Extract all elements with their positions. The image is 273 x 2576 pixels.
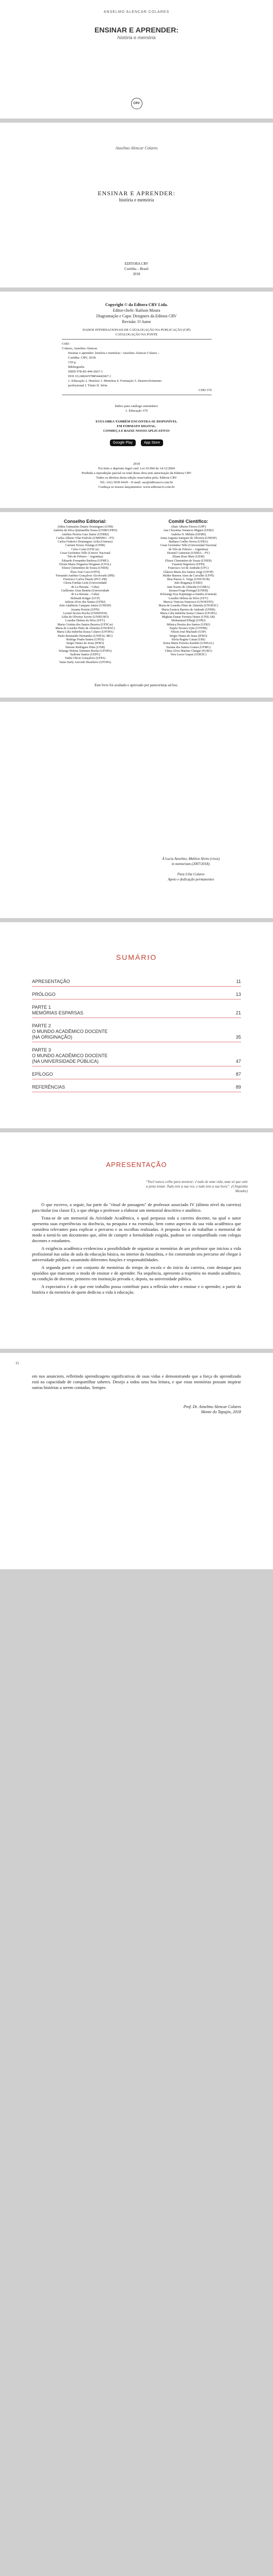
toc-entry-page: 87 [235, 1072, 241, 1077]
editorial-member: Antônio Pereira Gaio Júnior (UFRRJ) [61, 533, 109, 536]
catalog-record: C683 Colares, Anselmo Alencar. Ensinar e aprender: história e memória / Anselmo Alencar Colares – Curitiba: CRV, 2018. 150 p. Bibliografia ISBN 978-85-444-2667-1 DOI 10.24824/978854442667.1 1. Educação 2. História 3. Memória 4. Formação 5. Desenvolvimento profissional I. Título II. Série CDD 370 [62, 339, 212, 395]
editorial-member: Guillermo Arias Beatón (Universidade [61, 589, 109, 593]
dedication-text: À Lucia Anselmo, Mahlon Alvim (vivos) in memoriam (2007/2018). Para Lilia Colares Apoio e dedicação permanentes [162, 857, 220, 882]
scientific-member: Diosnel Centurion (UNIDA – PY) [167, 552, 210, 555]
toc-entry[interactable] [32, 1072, 241, 1077]
scientific-committee: Comitê Científico: Altair Alberto Fávero (UPF) Ana Chrystina Venancio Mignot (UERJ) Andréia N. Militão (UEMS) Anna Augusta Sampaio de Oliveira (UNESP) Barbara Coelho Neves (UFBA) Cesar Gerónimo Tello (Universidad Nacional de Três de Febrero – Argentina) Diosnel Centurion (UNIDA – PY) Eliane Rose Maio (UEM) Elizeu Clementino de Souza (UNEB) Fauston Negreiros (UFPI) Francisco Ari de Andrade (UFC) Gláucia Maria dos Santos Jorge (UFOP) Helder Buenos Aires de Carvalho (UFPI) Ilma Passos A. Veiga (UNICEUB) Inês Bragança (UERJ) Jane Soares de Almeida (ULBRA) Jussara Fraga Portugal (UNEB) Kilwangy Kya Kapitango-a-Samba (Unemat) Lourdes Helena da Silva (UFV) Marcos Vinicius Francisco (UNOESTE) Maria de Lourdes Pinto de Almeida (UNOESC) Maria Eurácia Barreto de Andrade (UFRB) Maria Lília Imbiriba Sousa Colares (UFOPA) Míghian Danae Ferreira Nunes (UNILAB) Mohammed Elhajji (UFRJ) Mônica Pereira dos Santos (UFRJ) Najela Tavares Ujiie (UTFPR) Nilson José Machado (USP) Sérgio Nunes de Jesus (IFRO) Silvia Regina Canan (URI) Sonia Maria Ferreira Koehler (UNISAL) Suzana dos Santos Gomes (UFMG) Vânia Alves Martins Chaigar (FURG) Vera Lucia Gaspar (UDESC) [139, 519, 237, 657]
author-name: Anselmo Alencar Colares [115, 146, 158, 150]
board-page [0, 512, 273, 698]
scientific-member: Andréia N. Militão (UEMS) [171, 533, 206, 536]
scientific-member: Fauston Negreiros (UFPI) [172, 563, 205, 566]
catalog-heading: DADOS INTERNACIONAIS DE CATALOGAÇÃO NA PUBLICAÇÃO (CIP) CATALOGAÇÃO NA FONTE [83, 328, 190, 336]
toc-entry-page: 35 [235, 1035, 241, 1040]
scientific-member: Altair Alberto Fávero (UPF) [170, 526, 206, 529]
editorial-member: Paulo Romualdo Hernandes (UNIFAL-MG) [57, 634, 113, 638]
publisher-logo: CRV [0, 98, 273, 109]
editorial-member: Francisco Carlos Duarte (PUC-PR) [63, 578, 107, 582]
editorial-member: Elizeu Clementino de Souza (UNEB) [62, 567, 108, 570]
copyright-page [0, 292, 273, 508]
toc-heading: SUMÁRIO [116, 953, 157, 961]
editorial-member: João Adalberto Campato Junior (UNESP) [59, 604, 111, 608]
editorial-member: Élsio José Corá (UFFS) [70, 570, 100, 574]
scientific-member: Barbara Coelho Neves (UFBA) [169, 540, 208, 544]
toc-entry-label: PARTE 3 O MUNDO ACADÊMICO DOCENTE (NA UNIVERSIDADE PÚBLICA) [32, 1047, 108, 1064]
peer-review-note: Este livro foi avaliado e aprovado por pareceristas ad hoc. [94, 683, 179, 687]
editorial-member: Gloria Fariñas León (Universidade [63, 582, 107, 585]
google-play-button[interactable]: Google Play [110, 439, 136, 446]
cover-title: ENSINAR E APRENDER: [94, 26, 179, 34]
dedication-page [0, 702, 273, 918]
app-store-buttons [0, 437, 273, 446]
toc-entry[interactable] [32, 992, 241, 997]
scientific-member: Maria Lília Imbiriba Sousa Colares (UFOPA) [160, 612, 217, 615]
toc-divider [32, 986, 241, 987]
scientific-member: Francisco Ari de Andrade (UFC) [168, 567, 209, 570]
editorial-member: Tadeu Oliver Gonçalves (UFPA) [65, 657, 106, 660]
scientific-member: Gláucia Maria dos Santos Jorge (UFOP) [163, 570, 214, 574]
scientific-member: Helder Buenos Aires de Carvalho (UFPI) [163, 574, 214, 578]
editorial-member: Lourdes Helena da Silva (UFV) [65, 619, 105, 623]
scientific-member: Vera Lucia Gaspar (UDESC) [170, 653, 206, 657]
editorial-member: Helmuth Krüger (UCP) [70, 597, 100, 600]
toc-entry-page: 13 [235, 992, 241, 997]
scientific-member: Vânia Alves Martins Chaigar (FURG) [165, 649, 212, 653]
scientific-member: Marcos Vinicius Francisco (UNOESTE) [163, 600, 214, 604]
scientific-member: Sérgio Nunes de Jesus (IFRO) [169, 634, 207, 638]
signature: Prof. Dr. Anselmo Alencar Colares Monte do Tapajós, 2018 [183, 1404, 241, 1414]
scientific-member: Ana Chrystina Venancio Mignot (UERJ) [163, 529, 214, 533]
scientific-member: Jussara Fraga Portugal (UNEB) [168, 589, 208, 593]
closing-paragraph: em nos anunciem, refletindo aprendizagens significativas de suas vidas e demonstrando que a força do aprendizado está na capacidade de compartilhar saberes. Desejo a todos uma boa leitura, e que estas memórias possam inspirar outras histórias a serem contadas. Sempre. [32, 1374, 241, 1390]
scientific-member: Suzana dos Santos Gomes (UFMG) [166, 646, 211, 649]
editorial-member: Maria Lília Imbiriba Sousa Colares (UFOPA) [57, 631, 114, 634]
scientific-member: Lourdes Helena da Silva (UFV) [168, 597, 208, 600]
editorial-member: Solange Helena Ximenes-Rocha (UFOPA) [58, 649, 112, 653]
editorial-member: Maria de Lourdes Pinto de Almeida (UNOESC) [55, 627, 115, 631]
digital-notice: ESTA OBRA TAMBÉM ENCONTRA-SE DISPONÍVEL EM FORMATO DIGITAL. CONHEÇA E BAIXE NOSSO APLICATIVO! [95, 420, 178, 433]
editorial-member: Aldira Guimarães Duarte Domínguez (UNB) [57, 526, 114, 529]
toc-page [0, 922, 273, 1128]
scientific-member: Najela Tavares Ujiie (UTFPR) [169, 627, 207, 631]
toc-entry[interactable] [32, 1023, 241, 1040]
toc-entry-label: PARTE 1 MEMÓRIAS ESPARSAS [32, 1005, 84, 1015]
scientific-member: Maria de Lourdes Pinto de Almeida (UNOESC) [158, 604, 218, 608]
toc-entry-page: 47 [235, 1059, 241, 1064]
scientific-member: Mônica Pereira dos Santos (UFRJ) [167, 623, 210, 626]
publisher-city: Curitiba – Brasil [124, 267, 149, 271]
presentation-page [0, 1132, 273, 1349]
book-title: ENSINAR E APRENDER: [98, 190, 175, 197]
toc-entry-label: APRESENTAÇÃO [32, 979, 70, 984]
presentation-heading: APRESENTAÇÃO [106, 1161, 167, 1168]
scientific-member: Inês Bragança (UERJ) [174, 582, 202, 585]
scientific-member: Anna Augusta Sampaio de Oliveira (UNESP) [160, 536, 217, 540]
editorial-member: Cesar Gerónimo Tello (Univer. Nacional [60, 552, 110, 555]
toc-entry[interactable] [32, 1047, 241, 1064]
title-page [0, 123, 273, 287]
scientific-member: Ilma Passos A. Veiga (UNICEUB) [167, 578, 210, 582]
editorial-member: de La Havana – Cuba) [71, 593, 99, 597]
toc-entry-page: 89 [235, 1084, 241, 1090]
scientific-member: Sonia Maria Ferreira Koehler (UNISAL) [163, 642, 214, 646]
presentation-body: O que escrevo, a seguir, faz parte do "ritual de passagem" de professor associado IV (último nível da carreira) para titular (ou classe E), o que obriga o professor a elaborar um memorial descritivo e analítico. Trata-se de um memorial da Atividade Acadêmica, o qual perpassa toda a carreira docente, na qual o autor apresenta suas experiências na docência, na pesquisa e na extensão, bem como aspectos da sua vida acadêmica que considera relevantes para explicar o percurso e as escolhas realizadas. A proposta foi a de trabalhar o memorial de modo a torná-lo um documento que, além de cumprir a formalidade exigida, pudesse ser compartilhado com colegas docentes e estudantes. A exigência acadêmica evidenciou a possibilidade de organizar as memórias de um professor que iniciou a vida profissional nas salas de aula da educação básica, no interior da Amazônia, e foi construindo seu percurso até chegar à universidade pública, assumindo diferentes funções e responsabilidades. A segunda parte é um conjunto de memórias do tempo de escola e do início da carreira, com destaque para episódios que marcaram o modo de ensinar e de aprender. Na sequência, apresento a trajetória no mundo acadêmico, na condição de docente, primeiro em instituição privada e, depois, na universidade pública. A expectativa é a de que este trabalho possa contribuir para a reflexão sobre o ensinar e o aprender, a partir da história e da memória de quem dedicou a vida à educação. [32, 1202, 241, 1295]
scientific-member: Míghian Danae Ferreira Nunes (UNILAB) [162, 616, 215, 619]
page-number: 11 [15, 1361, 19, 1365]
editorial-member: Celso Conti (UFSCar) [71, 548, 99, 551]
editorial-member: Simone Rodrigues Pinto (UNB) [65, 646, 105, 649]
editorial-member: Rodrigo Pratte-Santos (UFES) [66, 638, 104, 641]
legal-notice: 2018 Foi feito o depósito legal conf. Lei 10.994 de 14/12/2004 Proibida a reprodução parcial ou total desta obra sem autorização da Editora CRV Todos os direitos desta edição reservados pela: Editora CRV Tel.: (41) 3039-6418 – E-mail: sac@editoracrv.com.br Conheça os nossos lançamentos: www.editoracrv.com.br [82, 462, 191, 489]
scientific-member: Kilwangy Kya Kapitango-a-Samba (Unemat) [160, 593, 217, 597]
editorial-member: Fernando Antônio Gonçalves Alcoforado (IPB) [56, 574, 115, 578]
editorial-member: Maria Cristina dos Santos Bezerra (UFSCar) [57, 623, 113, 626]
editorial-member: Andréia da Silva Quintanilha Sousa (UNIR/UFRN) [53, 529, 117, 533]
editorial-member: Carlos Alberto Vilar Estêvão (UMINHO – PT) [56, 536, 115, 540]
presentation-end-page [0, 1353, 273, 1569]
toc-entry[interactable] [32, 1084, 241, 1090]
editorial-member: Sérgio Nunes de Jesus (IFRO) [66, 642, 104, 646]
cover-author: ANSELMO ALENCAR COLARES [103, 10, 170, 14]
scientific-member: Mohammed Elhajji (UFRJ) [171, 619, 205, 623]
scientific-member: Nilson José Machado (USP) [170, 631, 206, 634]
editorial-board: Conselho Editorial: Aldira Guimarães Duarte Domínguez (UNB) Andréia da Silva Quintanilha Sousa (UNIR/UFRN) Antônio Pereira Gaio Júnior (UFRRJ) Carlos Alberto Vilar Estêvão (UMINHO – PT) Carlos Federico Dominguez Avila (Unieuro) Carmen Tereza Velanga (UNIR) Celso Conti (UFSCar) Cesar Gerónimo Tello (Univer. Nacional Três de Febrero – Argentina) Eduardo Fernandes Barbosa (UFMG) Elione Maria Nogueira Diogenes (UFAL) Elizeu Clementino de Souza (UNEB) Élsio José Corá (UFFS) Fernando Antônio Gonçalves Alcoforado (IPB) Francisco Carlos Duarte (PUC-PR) Gloria Fariñas León (Universidade de La Havana – Cuba) Guillermo Arias Beatón (Universidade de La Havana – Cuba) Helmuth Krüger (UCP) Jailson Alves dos Santos (UFRJ) João Adalberto Campato Junior (UNESP) Josania Portela (UFPI) Leonel Severo Rocha (UNISINOS) Lídia de Oliveira Xavier (UNIEURO) Lourdes Helena da Silva (UFV) Maria Cristina dos Santos Bezerra (UFSCar) Maria de Lourdes Pinto de Almeida (UNOESC) Maria Lília Imbiriba Sousa Colares (UFOPA) Paulo Romualdo Hernandes (UNIFAL-MG) Rodrigo Pratte-Santos (UFES) Sérgio Nunes de Jesus (IFRO) Simone Rodrigues Pinto (UNB) Solange Helena Ximenes-Rocha (UFOPA) Sydione Santos (UEPG) Tadeu Oliver Gonçalves (UFPA) Tania Suely Azevedo Brasileiro (UFOPA) [36, 519, 134, 665]
scientific-member: Maria Eurácia Barreto de Andrade (UFRB) [162, 608, 215, 612]
publication-year: 2018 [133, 272, 140, 276]
editorial-member: Tania Suely Azevedo Brasileiro (UFOPA) [59, 660, 111, 664]
scientific-member: Silvia Regina Canan (URI) [171, 638, 205, 641]
editorial-member: Lídia de Oliveira Xavier (UNIEURO) [61, 616, 109, 619]
toc-entry[interactable] [32, 1005, 241, 1016]
toc-entry-label: EPÍLOGO [32, 1072, 53, 1077]
epigraph: “Você nunca colhe para mostrar; é tudo de uma vida, uma só que vale a pena tentar. Tudo tem a sua vez, e tudo tem a sua hora”. (Chiquinha Mendes) [146, 1180, 248, 1193]
editorial-member: Jailson Alves dos Santos (UFRJ) [65, 600, 106, 604]
editorial-member: Três de Febrero – Argentina) [67, 555, 103, 559]
toc-entry-label: PRÓLOGO [32, 992, 56, 997]
copyright-credits: Copyright © da Editora CRV Ltda. Editor-chefe: Railson Moura Diagramação e Capa: Designers da Editora CRV Revisão: O Autor [96, 302, 177, 324]
cover-subtitle: história e memória [117, 35, 156, 40]
publisher-name: EDITORA CRV [124, 262, 149, 266]
editorial-member: Carmen Tereza Velanga (UNIR) [65, 544, 105, 548]
editorial-member: de La Havana – Cuba) [71, 585, 99, 589]
scientific-member: de Três de Febrero – Argentina) [168, 548, 208, 551]
scientific-member: Cesar Gerónimo Tello (Universidad Nacional [160, 544, 217, 548]
editorial-member: Carlos Federico Dominguez Avila (Unieuro) [57, 540, 113, 544]
cover-page [0, 0, 273, 118]
catalog-index: Índice para catálogo sistemático 1. Educação 370 [115, 404, 158, 413]
toc-entry-page: 11 [236, 979, 241, 984]
scientific-member: Elizeu Clementino de Souza (UNEB) [165, 559, 212, 563]
toc-entry-label: PARTE 2 O MUNDO ACADÊMICO DOCENTE (NA ORIGINAÇÃO) [32, 1023, 108, 1040]
scientific-member: Eliane Rose Maio (UEM) [172, 555, 204, 559]
toc-entry-page: 21 [235, 1010, 241, 1015]
toc-entry[interactable] [32, 979, 241, 985]
editorial-member: Sydione Santos (UEPG) [70, 653, 101, 657]
editorial-member: Elione Maria Nogueira Diogenes (UFAL) [59, 563, 111, 566]
app-store-button[interactable]: App Store [141, 439, 163, 446]
book-subtitle: história e memória [119, 197, 154, 202]
toc-entry-label: REFERÊNCIAS [32, 1084, 66, 1090]
editorial-member: Leonel Severo Rocha (UNISINOS) [63, 612, 107, 615]
editorial-member: Eduardo Fernandes Barbosa (UFMG) [61, 559, 109, 563]
editorial-member: Josania Portela (UFPI) [71, 608, 100, 612]
scientific-member: Jane Soares de Almeida (ULBRA) [167, 585, 210, 589]
